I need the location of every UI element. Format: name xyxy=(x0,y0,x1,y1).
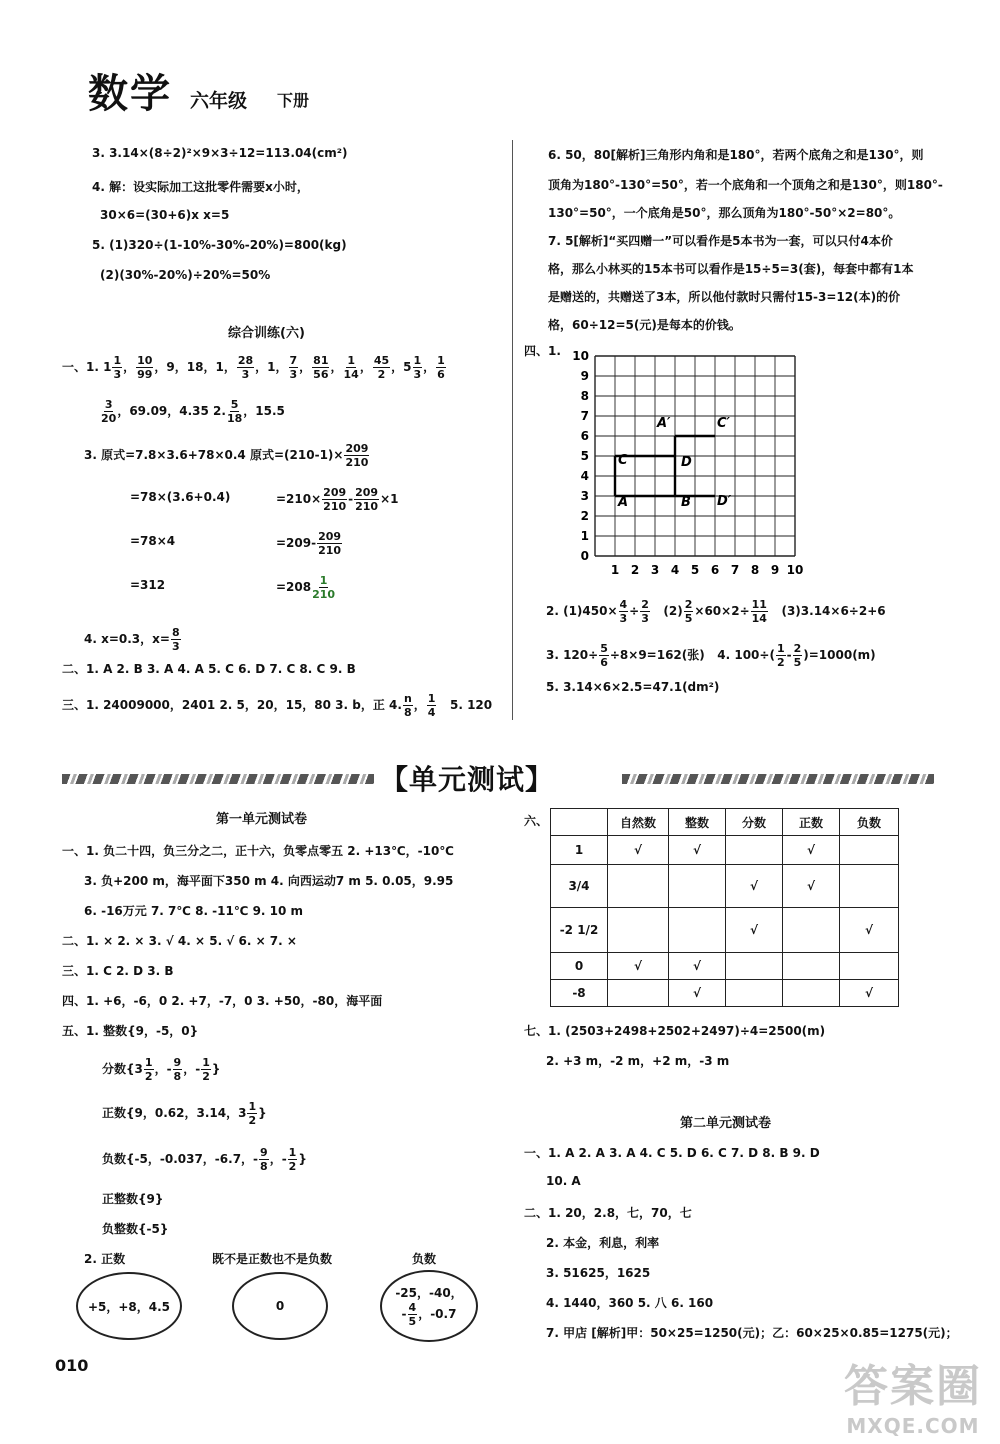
answer-line: $\frac{3}{20}$ ，69.09，4.35 2. $\frac{5}{18}$ ，15.5 xyxy=(101,398,285,425)
check-cell: √ xyxy=(783,836,840,865)
fraction: $\frac{1}{2}$ xyxy=(288,1146,297,1173)
fraction: $\frac{209}{210}$ xyxy=(323,486,347,513)
check-cell xyxy=(726,836,783,865)
point-label: D xyxy=(681,455,692,470)
answer-line: (2)(30%-20%)÷20%=50% xyxy=(100,268,271,282)
row-number-cell: 0 xyxy=(551,953,608,980)
fraction: $\frac{4}{5}$ xyxy=(408,1301,417,1328)
fraction: $\frac{1}{2}$ xyxy=(248,1100,257,1127)
y-tick-label: 3 xyxy=(580,489,589,503)
check-cell xyxy=(783,908,840,953)
answer-line: 七、1. (2503+2498+2502+2497)÷4=2500(m) xyxy=(524,1024,826,1038)
answer-line: 2. 正数 xyxy=(84,1252,126,1266)
fraction: $\frac{3}{20}$ xyxy=(101,398,117,425)
check-cell: √ xyxy=(669,953,726,980)
section-title: 综合训练(六) xyxy=(228,326,305,341)
check-cell: √ xyxy=(669,836,726,865)
section-title: 第一单元测试卷 xyxy=(216,812,308,827)
answer-line: 二、1. × 2. × 3. √ 4. × 5. √ 6. × 7. × xyxy=(62,934,297,948)
answer-line: 负数{-5，-0.037，-6.7，- $\frac{9}{8}$ ，- $\frac{1}{2}$ } xyxy=(102,1146,307,1173)
subject-title: 数学 xyxy=(88,71,172,117)
answer-line: 六、 xyxy=(524,814,549,828)
check-cell: √ xyxy=(608,836,669,865)
check-cell xyxy=(669,865,726,908)
answer-line: 3. 负+200 m，海平面下350 m 4. 向西运动7 m 5. 0.05，9.95 xyxy=(84,874,454,888)
answer-line: 正数{9，0.62，3.14，3 $\frac{1}{2}$ } xyxy=(102,1100,267,1127)
fraction: $\frac{5}{18}$ xyxy=(226,398,243,425)
banner-title: 【单元测试】 xyxy=(380,763,555,796)
fraction: $\frac{10}{99}$ xyxy=(137,354,153,381)
check-cell xyxy=(608,865,669,908)
fraction: $\frac{4}{3}$ xyxy=(619,598,628,625)
table-header-cell: 负数 xyxy=(840,809,899,836)
fraction: $\frac{1}{14}$ xyxy=(343,354,359,381)
answer-line: 7. 5[解析]“买四赠一”可以看作是5本书为一套，可以只付4本价 xyxy=(548,234,893,248)
check-cell: √ xyxy=(840,980,899,1007)
neither-set-ellipse: 0 xyxy=(232,1272,328,1340)
answer-line: 二、1. A 2. B 3. A 4. A 5. C 6. D 7. C 8. C 9. B xyxy=(62,662,356,676)
answer-line: =78×(3.6+0.4) xyxy=(130,490,231,504)
volume-label: 下册 xyxy=(277,91,310,110)
answer-line: 三、1. C 2. D 3. B xyxy=(62,964,174,978)
check-cell xyxy=(608,908,669,953)
number-classification-table xyxy=(550,808,899,1007)
answer-line: =208 $\frac{1}{210}$ xyxy=(276,574,336,601)
table-header-row xyxy=(551,809,899,836)
fraction: $\frac{209}{210}$ xyxy=(355,486,379,513)
table-row xyxy=(551,953,899,980)
check-cell xyxy=(783,953,840,980)
fraction: $\frac{1}{6}$ xyxy=(437,354,445,381)
table-header-cell: 正数 xyxy=(783,809,840,836)
y-tick-label: 8 xyxy=(580,389,589,403)
answer-line: 分数{3 $\frac{1}{2}$ ，- $\frac{9}{8}$ ，- $\frac{1}{2}$ } xyxy=(102,1056,221,1083)
positive-set-ellipse: +5，+8，4.5 xyxy=(76,1272,182,1340)
fraction: $\frac{1}{4}$ xyxy=(427,692,436,719)
section-title: 第二单元测试卷 xyxy=(680,1116,772,1131)
answer-line: 四、1. xyxy=(524,344,561,358)
check-cell xyxy=(608,980,669,1007)
watermark xyxy=(844,1350,982,1438)
coordinate-grid xyxy=(565,348,825,584)
answer-line: 原式=(210-1)× $\frac{209}{210}$ xyxy=(250,442,369,469)
check-cell xyxy=(726,953,783,980)
x-tick-label: 5 xyxy=(690,563,700,577)
banner-stripe-right xyxy=(622,774,934,784)
table-row xyxy=(551,908,899,953)
answer-line: =209- $\frac{209}{210}$ xyxy=(276,530,342,557)
answer-line: 3. 51625，1625 xyxy=(546,1266,651,1280)
fraction: $\frac{2}{3}$ xyxy=(641,598,649,625)
point-label: A′ xyxy=(657,416,671,431)
answer-line: 顶角为180°-130°=50°，若一个底角和一个顶角之和是130°，则180°- xyxy=(548,178,943,192)
answer-line: 3. 3.14×(8÷2)²×9×3÷12=113.04(cm²) xyxy=(92,146,348,160)
check-cell xyxy=(840,865,899,908)
banner-stripe-left xyxy=(62,774,374,784)
answer-line: 三、1. 24009000，2401 2. 5，20，15，80 3. b，正 4. $\frac{n}{8}$ ， $\frac{1}{4}$ 5. 120 xyxy=(62,692,493,719)
check-cell: √ xyxy=(726,865,783,908)
fraction: $\frac{11}{14}$ xyxy=(751,598,767,625)
negative-set-ellipse: -25，-40， - $\frac{4}{5}$ ，-0.7 xyxy=(380,1270,478,1342)
row-number-cell: 3/4 xyxy=(551,865,608,908)
x-tick-label: 3 xyxy=(650,563,660,577)
fraction: $\frac{9}{8}$ xyxy=(173,1056,182,1083)
y-tick-label: 0 xyxy=(580,549,589,563)
check-cell: √ xyxy=(840,908,899,953)
y-tick-label: 2 xyxy=(580,509,589,523)
fraction: $\frac{8}{3}$ xyxy=(171,626,180,653)
check-cell xyxy=(840,953,899,980)
point-label: B xyxy=(681,495,691,510)
point-label: C xyxy=(618,453,628,468)
answer-line: =210× $\frac{209}{210}$ - $\frac{209}{210}$ ×1 xyxy=(276,486,399,513)
check-cell: √ xyxy=(669,980,726,1007)
table-row xyxy=(551,980,899,1007)
answer-line: 2. +3 m，-2 m，+2 m，-3 m xyxy=(546,1054,730,1068)
y-tick-label: 5 xyxy=(580,449,589,463)
answer-line: 5. (1)320÷(1-10%-30%-20%)=800(kg) xyxy=(92,238,347,252)
table-header-cell xyxy=(551,809,608,836)
fraction: $\frac{45}{2}$ xyxy=(373,354,390,381)
x-tick-label: 9 xyxy=(770,563,780,577)
fraction: $\frac{209}{210}$ xyxy=(318,530,342,557)
point-label: C′ xyxy=(717,416,730,431)
fraction: $\frac{1}{2}$ xyxy=(202,1056,210,1083)
check-cell: √ xyxy=(726,908,783,953)
x-tick-label: 10 xyxy=(786,563,804,577)
answer-line: 五、1. 整数{9，-5，0} xyxy=(62,1024,199,1038)
fraction: $\frac{81}{56}$ xyxy=(313,354,329,381)
x-tick-label: 8 xyxy=(750,563,760,577)
y-tick-label: 6 xyxy=(580,429,589,443)
point-label: A xyxy=(618,495,629,510)
answer-line: 负数 xyxy=(412,1252,437,1266)
answer-line: 格，那么小林买的15本书可以看作是15÷5=3(套)，每套中都有1本 xyxy=(548,262,914,276)
answer-line: 四、1. +6，-6，0 2. +7，-7，0 3. +50，-80，海平面 xyxy=(62,994,383,1008)
table-row xyxy=(551,836,899,865)
x-tick-label: 1 xyxy=(610,563,620,577)
check-cell xyxy=(669,908,726,953)
check-cell xyxy=(840,836,899,865)
watermark-logo: 答案圈 xyxy=(844,1361,982,1412)
y-axis-labels xyxy=(572,349,589,563)
answer-line: 5. 3.14×6×2.5=47.1(dm²) xyxy=(546,680,720,694)
fraction: $\frac{1}{210}$ xyxy=(312,574,336,601)
fraction: $\frac{1}{2}$ xyxy=(144,1056,153,1083)
answer-line: 一、1. 负二十四，负三分之二，正十六，负零点零五 2. +13℃，-10℃ xyxy=(62,844,454,858)
fraction: $\frac{1}{2}$ xyxy=(776,642,785,669)
answer-line: 二、1. 20，2.8，七，70，七 xyxy=(524,1206,692,1220)
fraction: $\frac{5}{6}$ xyxy=(600,642,608,669)
answer-line: 30×6=(30+6)x x=5 xyxy=(100,208,230,222)
fraction: $\frac{28}{3}$ xyxy=(237,354,254,381)
check-cell: √ xyxy=(783,865,840,908)
answer-line: 4. x=0.3，x= $\frac{8}{3}$ xyxy=(84,626,180,653)
fraction: $\frac{1}{3}$ xyxy=(113,354,122,381)
answer-line: 正整数{9} xyxy=(102,1192,164,1206)
column-divider xyxy=(512,140,513,720)
answer-line: 6. -16万元 7. 7℃ 8. -11℃ 9. 10 m xyxy=(84,904,304,918)
answer-line: 3. 120÷ $\frac{5}{6}$ ÷8×9=162(张) 4. 100÷( $\frac{1}{2}$ - $\frac{2}{5}$ )=1000(m) xyxy=(546,642,876,669)
grade-label: 六年级 xyxy=(190,90,248,112)
answer-line: 2. 本金，利息，利率 xyxy=(546,1236,660,1250)
answer-text: 一、1. 1 xyxy=(62,360,112,374)
answer-line: 一、1. A 2. A 3. A 4. C 5. D 6. C 7. D 8. B 9. D xyxy=(524,1146,820,1160)
table-header-cell: 分数 xyxy=(726,809,783,836)
fraction: $\frac{2}{5}$ xyxy=(684,598,693,625)
fraction: $\frac{2}{5}$ xyxy=(793,642,802,669)
x-tick-label: 2 xyxy=(630,563,640,577)
table-row xyxy=(551,865,899,908)
y-tick-label: 10 xyxy=(572,349,589,363)
check-cell xyxy=(783,980,840,1007)
check-cell xyxy=(726,980,783,1007)
answer-line: 4. 1440，360 5. 八 6. 160 xyxy=(546,1296,714,1310)
answer-line: 7. 甲店 [解析]甲：50×25=1250(元)；乙：60×25×0.85=1275(元)； xyxy=(546,1326,958,1340)
answer-line: 负整数{-5} xyxy=(102,1222,169,1236)
answer-line: =312 xyxy=(130,578,166,592)
answer-line: 6. 50，80[解析]三角形内角和是180°，若两个底角之和是130°，则 xyxy=(548,148,924,162)
y-tick-label: 7 xyxy=(580,409,589,423)
answer-line: 2. (1)450× $\frac{4}{3}$ ÷ $\frac{2}{3}$ (2) $\frac{2}{5}$ ×60×2÷ $\frac{11}{14}$ (3)3.14×6÷2+6 xyxy=(546,598,886,625)
section-banner xyxy=(62,758,938,798)
point-label: D′ xyxy=(717,494,732,509)
shape-outline xyxy=(615,436,715,496)
answer-line: 130°=50°，一个底角是50°，那么顶角为180°-50°×2=80°。 xyxy=(548,206,901,220)
answer-line: 格，60÷12=5(元)是每本的价钱。 xyxy=(548,318,741,332)
y-tick-label: 4 xyxy=(580,469,589,483)
table-header-cell: 自然数 xyxy=(608,809,669,836)
answer-line: 是赠送的，共赠送了3本，所以他付款时只需付15-3=12(本)的价 xyxy=(548,290,901,304)
fraction: $\frac{9}{8}$ xyxy=(260,1146,268,1173)
answer-line: 4. 解：设实际加工这批零件需要x小时， xyxy=(92,180,309,194)
y-tick-label: 9 xyxy=(580,369,589,383)
fraction: $\frac{7}{3}$ xyxy=(289,354,298,381)
x-tick-label: 7 xyxy=(730,563,740,577)
fraction: $\frac{1}{3}$ xyxy=(413,354,422,381)
table-header-cell: 整数 xyxy=(669,809,726,836)
row-number-cell: 1 xyxy=(551,836,608,865)
check-cell: √ xyxy=(608,953,669,980)
watermark-url: MXQE.COM xyxy=(846,1414,980,1438)
x-tick-label: 6 xyxy=(710,563,720,577)
fraction: $\frac{n}{8}$ xyxy=(403,692,412,719)
answer-line: 10. A xyxy=(546,1174,581,1188)
x-axis-labels xyxy=(611,563,804,577)
x-tick-label: 4 xyxy=(670,563,680,577)
row-number-cell: -2 1/2 xyxy=(551,908,608,953)
row-number-cell: -8 xyxy=(551,980,608,1007)
answer-line: =78×4 xyxy=(130,534,176,548)
page-number: 010 xyxy=(55,1356,89,1375)
y-tick-label: 1 xyxy=(580,529,589,543)
answer-line: 一、1. 1 $\frac{1}{3}$ ， $\frac{10}{99}$ ，9，18，1， $\frac{28}{3}$ ，1， $\frac{7}{3}$ ， $\frac{81}{56}$ ， $\frac{1}{14}$ ， $\frac{45}{2}$ ，5 $\frac{1}{3}$ ， $\frac{1}{6}$ xyxy=(62,354,445,381)
fraction: $\frac{209}{210}$ xyxy=(345,442,369,469)
answer-line: 3. 原式=7.8×3.6+78×0.4 xyxy=(84,448,246,462)
answer-line: 既不是正数也不是负数 xyxy=(212,1252,333,1266)
